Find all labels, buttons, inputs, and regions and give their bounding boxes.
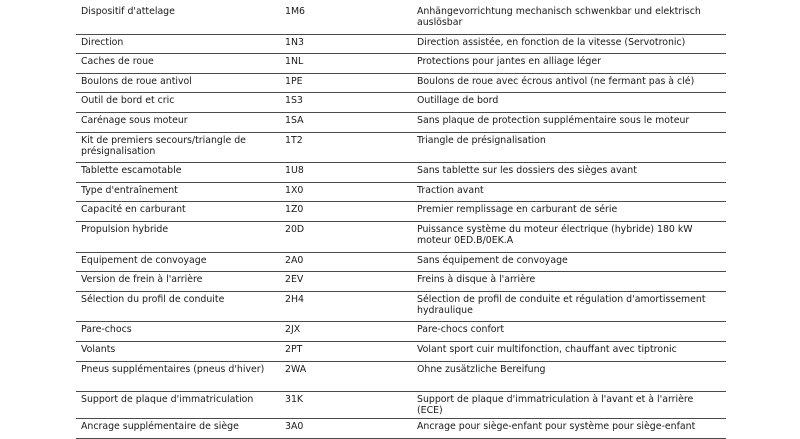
table-row (76, 392, 726, 419)
option-code-cell: 2JX (280, 322, 412, 342)
option-description-cell: Ancrage pour siège-enfant pour système pour siège-enfant (412, 419, 726, 439)
option-code-cell: 1M6 (280, 4, 412, 34)
option-description-cell: Anhängevorrichtung mechanisch schwenkbar und elektrisch auslösbar (412, 4, 726, 34)
option-description-cell: Freins à disque à l'arrière (412, 272, 726, 292)
option-code-cell: 2H4 (280, 291, 412, 322)
option-label-cell: Pare-chocs (76, 322, 280, 342)
equipment-spec-table (76, 4, 726, 439)
option-label-cell: Dispositif d'attelage (76, 4, 280, 34)
table-row (76, 291, 726, 322)
option-description-cell: Triangle de présignalisation (412, 132, 726, 163)
option-description-cell: Sans tablette sur les dossiers des sièges avant (412, 163, 726, 183)
option-code-cell: 1N3 (280, 34, 412, 54)
option-label-cell: Direction (76, 34, 280, 54)
option-code-cell: 1U8 (280, 163, 412, 183)
option-label-cell: Tablette escamotable (76, 163, 280, 183)
option-label-cell: Type d'entraînement (76, 182, 280, 202)
table-row (76, 322, 726, 342)
table-row (76, 419, 726, 439)
table-row (76, 112, 726, 132)
table-row (76, 272, 726, 292)
option-description-cell: Traction avant (412, 182, 726, 202)
table-row (76, 182, 726, 202)
option-label-cell: Propulsion hybride (76, 221, 280, 252)
option-description-cell: Ohne zusätzliche Bereifung (412, 361, 726, 392)
table-row (76, 34, 726, 54)
option-label-cell: Volants (76, 341, 280, 361)
option-code-cell: 1S3 (280, 93, 412, 113)
option-code-cell: 1X0 (280, 182, 412, 202)
option-code-cell: 2WA (280, 361, 412, 392)
option-description-cell: Outillage de bord (412, 93, 726, 113)
option-description-cell: Support de plaque d'immatriculation à l'avant et à l'arrière (ECE) (412, 392, 726, 419)
option-description-cell: Direction assistée, en fonction de la vitesse (Servotronic) (412, 34, 726, 54)
option-label-cell: Ancrage supplémentaire de siège (76, 419, 280, 439)
option-label-cell: Carénage sous moteur (76, 112, 280, 132)
option-description-cell: Boulons de roue avec écrous antivol (ne fermant pas à clé) (412, 73, 726, 93)
option-description-cell: Sans plaque de protection supplémentaire sous le moteur (412, 112, 726, 132)
option-description-cell: Pare-chocs confort (412, 322, 726, 342)
table-row (76, 252, 726, 272)
option-code-cell: 1Z0 (280, 202, 412, 222)
option-label-cell: Boulons de roue antivol (76, 73, 280, 93)
table-row (76, 132, 726, 163)
table-row (76, 93, 726, 113)
option-label-cell: Version de frein à l'arrière (76, 272, 280, 292)
table-row (76, 361, 726, 392)
table-row (76, 341, 726, 361)
option-label-cell: Caches de roue (76, 54, 280, 74)
option-description-cell: Volant sport cuir multifonction, chauffant avec tiptronic (412, 341, 726, 361)
option-description-cell: Puissance système du moteur électrique (hybride) 180 kW moteur 0ED.B/0EK.A (412, 221, 726, 252)
option-label-cell: Outil de bord et cric (76, 93, 280, 113)
table-row (76, 54, 726, 74)
option-code-cell: 20D (280, 221, 412, 252)
option-code-cell: 31K (280, 392, 412, 419)
option-label-cell: Support de plaque d'immatriculation (76, 392, 280, 419)
option-code-cell: 1PE (280, 73, 412, 93)
option-code-cell: 1NL (280, 54, 412, 74)
option-description-cell: Sélection de profil de conduite et régulation d'amortissement hydraulique (412, 291, 726, 322)
option-label-cell: Kit de premiers secours/triangle de présignalisation (76, 132, 280, 163)
option-description-cell: Sans équipement de convoyage (412, 252, 726, 272)
option-label-cell: Capacité en carburant (76, 202, 280, 222)
option-code-cell: 2A0 (280, 252, 412, 272)
option-code-cell: 2EV (280, 272, 412, 292)
table-row (76, 4, 726, 34)
option-description-cell: Protections pour jantes en alliage léger (412, 54, 726, 74)
option-code-cell: 2PT (280, 341, 412, 361)
option-label-cell: Sélection du profil de conduite (76, 291, 280, 322)
option-code-cell: 3A0 (280, 419, 412, 439)
option-code-cell: 1SA (280, 112, 412, 132)
table-row (76, 73, 726, 93)
table-row (76, 221, 726, 252)
option-label-cell: Pneus supplémentaires (pneus d'hiver) (76, 361, 280, 392)
table-row (76, 202, 726, 222)
option-code-cell: 1T2 (280, 132, 412, 163)
table-row (76, 163, 726, 183)
spec-table-body (76, 4, 726, 438)
option-label-cell: Equipement de convoyage (76, 252, 280, 272)
option-description-cell: Premier remplissage en carburant de série (412, 202, 726, 222)
